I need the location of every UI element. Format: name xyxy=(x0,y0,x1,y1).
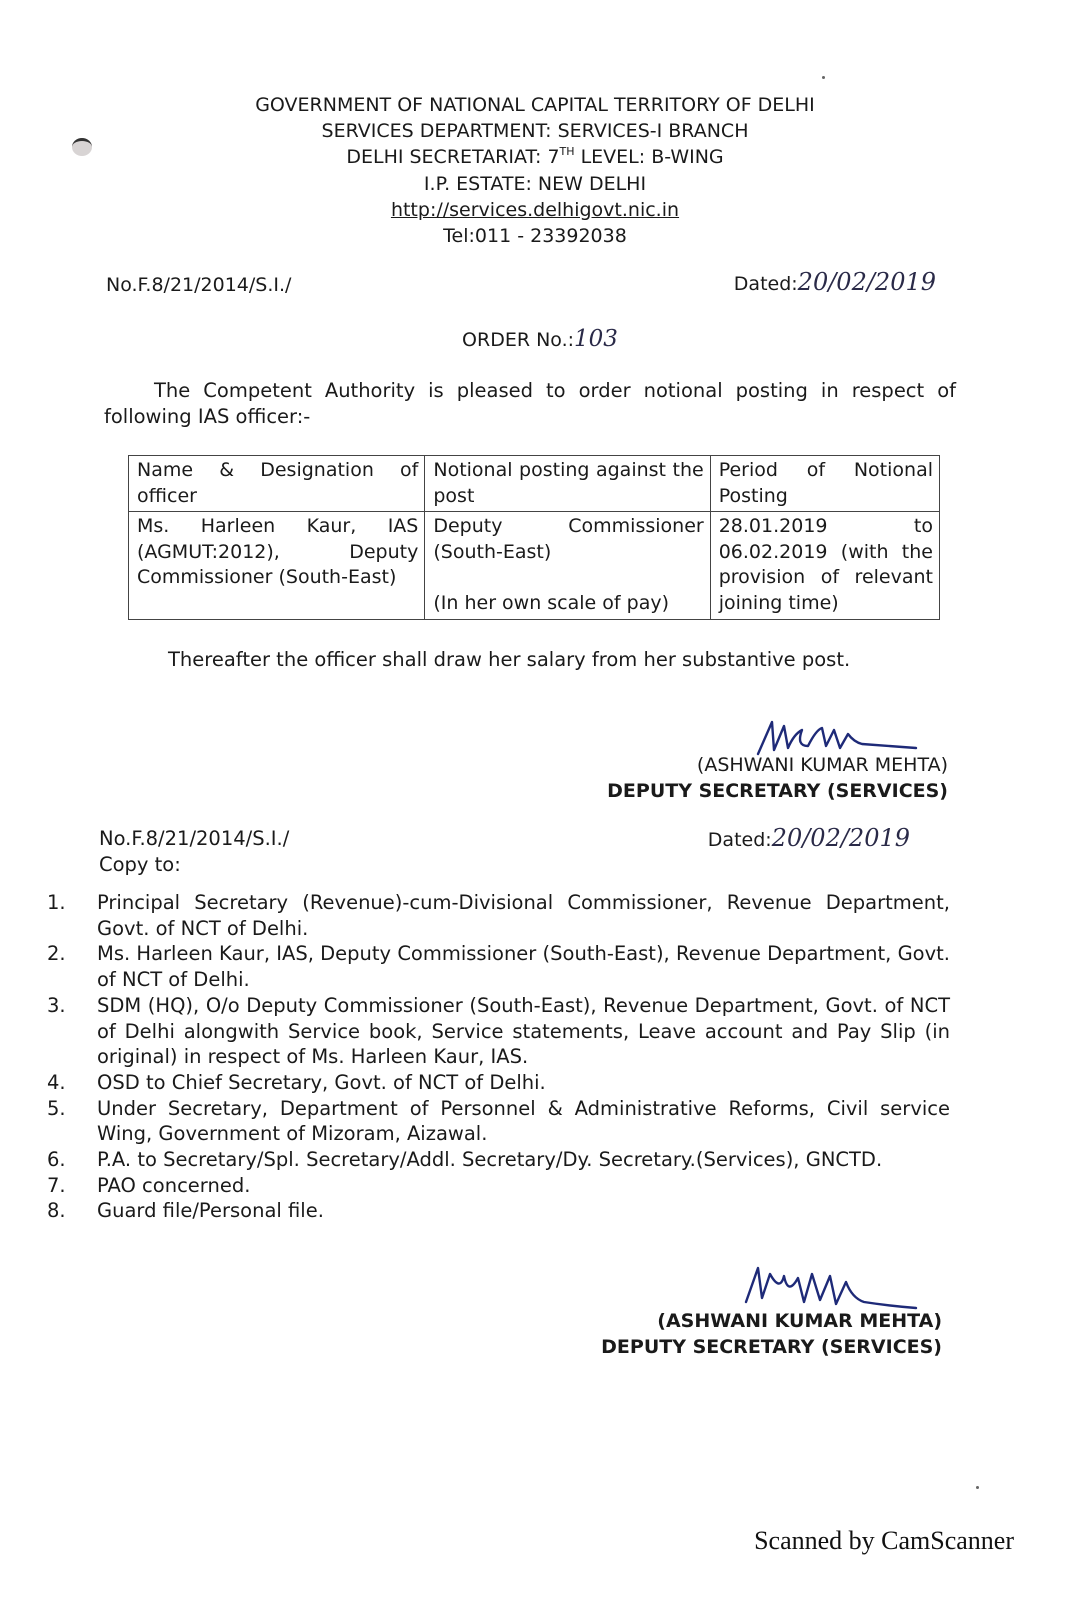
list-text: SDM (HQ), O/o Deputy Commissioner (South-East), Revenue Department, Govt. of NCT of Delhi alongwith Service book, Service statements, Leave account and Pay Slip (in original) in respect of Ms. Harleen Kaur, IAS. xyxy=(97,993,950,1069)
posting-note: (In her own scale of pay) xyxy=(433,592,669,614)
signatory-block-1 xyxy=(607,752,948,804)
list-number: 8. xyxy=(47,1199,66,1223)
scan-speck xyxy=(822,76,825,79)
list-item xyxy=(40,1096,950,1147)
copy-file-number: No.F.8/21/2014/S.I./ xyxy=(99,827,290,850)
letterhead-estate: I.P. ESTATE: NEW DELHI xyxy=(423,172,647,195)
list-number: 7. xyxy=(47,1173,66,1197)
signatory-designation: DEPUTY SECRETARY (SERVICES) xyxy=(607,780,948,802)
list-item xyxy=(40,1070,950,1096)
list-item xyxy=(40,1147,950,1173)
signatory-name: (ASHWANI KUMAR MEHTA) xyxy=(657,1310,942,1332)
list-number: 1. xyxy=(47,891,66,914)
copy-reference xyxy=(99,826,289,878)
list-text: PAO concerned. xyxy=(97,1173,251,1197)
list-text: P.A. to Secretary/Spl. Secretary/Addl. Secretary/Dy. Secretary.(Services), GNCTD. xyxy=(97,1148,883,1172)
posting-text: Deputy Commissioner (South-East) xyxy=(433,515,704,563)
cell-period: 28.01.2019 to 06.02.2019 (with the provision of relevant joining time) xyxy=(710,512,939,620)
handwritten-date: 20/02/2019 xyxy=(797,268,936,296)
copy-handwritten-date: 20/02/2019 xyxy=(771,824,910,852)
cell-posting xyxy=(425,512,710,620)
letterhead-government: GOVERNMENT OF NATIONAL CAPITAL TERRITORY OF DELHI xyxy=(255,94,815,116)
signatory-designation: DEPUTY SECRETARY (SERVICES) xyxy=(601,1336,942,1358)
list-item xyxy=(40,1173,950,1199)
superscript-th: TH xyxy=(559,145,575,159)
intro-paragraph xyxy=(104,378,956,430)
list-number: 4. xyxy=(47,1070,66,1094)
list-text: Under Secretary, Department of Personnel & Administrative Reforms, Civil service Wing, Government of Mizoram, Aizawal. xyxy=(97,1096,950,1146)
copy-to-label: Copy to: xyxy=(99,853,181,876)
intro-text: The Competent Authority is pleased to order notional posting in respect of following IAS officer:- xyxy=(104,379,956,428)
table-header-row xyxy=(129,456,940,512)
order-number-heading xyxy=(0,326,1080,352)
list-text: Principal Secretary (Revenue)-cum-Divisional Commissioner, Revenue Department, Govt. of NCT of Delhi. xyxy=(97,891,950,940)
signatory-name: (ASHWANI KUMAR MEHTA) xyxy=(696,754,948,776)
list-number: 2. xyxy=(47,942,66,966)
list-text: Ms. Harleen Kaur, IAS, Deputy Commissioner (South-East), Revenue Department, Govt. of NCT of Delhi. xyxy=(97,942,950,992)
dated-label: Dated: xyxy=(733,273,798,295)
list-text: OSD to Chief Secretary, Govt. of NCT of Delhi. xyxy=(97,1070,546,1094)
order-label: ORDER No.: xyxy=(462,329,575,351)
letterhead-secretariat xyxy=(0,144,1070,170)
copy-dated-label: Dated: xyxy=(707,829,772,851)
letterhead-secretariat-text: DELHI SECRETARIAT: 7 xyxy=(346,146,560,169)
header-notional-posting: Notional posting against the post xyxy=(425,456,710,512)
letterhead-telephone: Tel:011 - 23392038 xyxy=(443,225,627,248)
handwritten-order-number: 103 xyxy=(574,326,618,352)
closing-line: Thereafter the officer shall draw her salary from her substantive post. xyxy=(168,648,851,671)
scan-speck xyxy=(976,1486,979,1489)
list-text: Guard file/Personal file. xyxy=(97,1199,324,1223)
list-item xyxy=(40,1198,950,1224)
list-item xyxy=(40,890,950,941)
list-item xyxy=(40,941,950,992)
cell-name-designation: Ms. Harleen Kaur, IAS (AGMUT:2012), Deputy Commissioner (South-East) xyxy=(129,512,425,620)
order-date xyxy=(734,268,936,296)
posting-table xyxy=(128,455,940,620)
copy-to-list xyxy=(40,890,950,1224)
list-number: 6. xyxy=(47,1148,66,1172)
file-number: No.F.8/21/2014/S.I./ xyxy=(106,274,292,296)
signatory-block-2 xyxy=(601,1308,942,1360)
list-number: 3. xyxy=(47,993,66,1017)
copy-date xyxy=(708,824,910,852)
website-link[interactable]: http://services.delhigovt.nic.in xyxy=(390,198,680,221)
list-number: 5. xyxy=(47,1096,66,1120)
list-item xyxy=(40,993,950,1070)
camscanner-watermark: Scanned by CamScanner xyxy=(754,1526,1014,1555)
letterhead-department: SERVICES DEPARTMENT: SERVICES-I BRANCH xyxy=(321,120,749,143)
header-period: Period of Notional Posting xyxy=(710,456,939,512)
letterhead-level-text: LEVEL: B-WING xyxy=(574,146,724,169)
header-name-designation: Name & Designation of officer xyxy=(129,456,425,512)
table-row xyxy=(129,512,940,620)
letterhead xyxy=(0,92,1070,249)
